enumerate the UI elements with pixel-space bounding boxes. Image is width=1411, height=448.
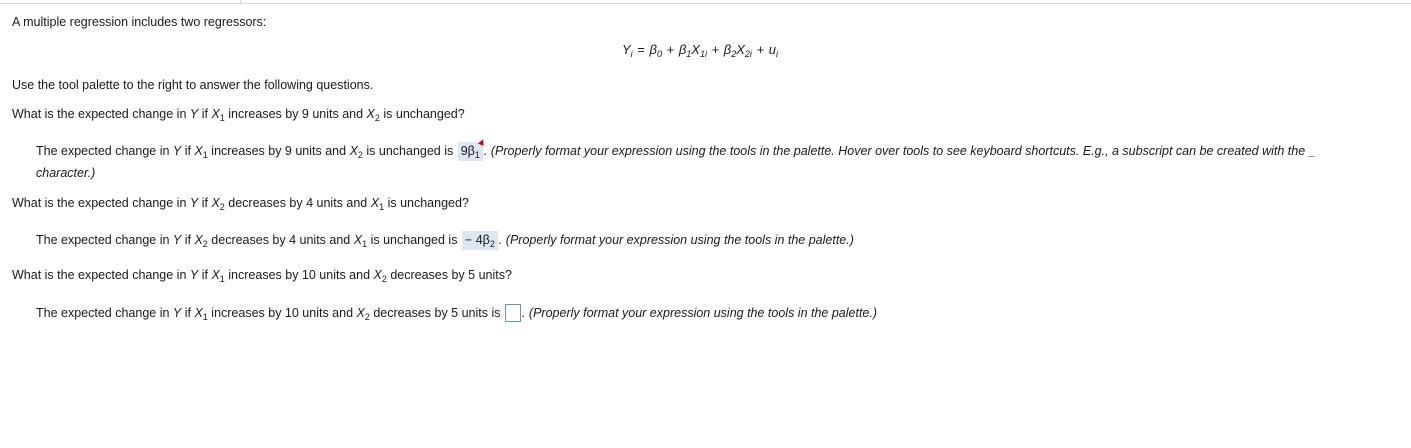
regression-equation: $Y_i = \beta_0 + \beta_1X_{1i} + \beta_2X_{2i} + u_i$ xyxy=(622,42,779,59)
answer-1-input[interactable]: $9\beta_1$ xyxy=(458,142,483,161)
answer-3-input[interactable] xyxy=(505,304,521,322)
top-divider-tick xyxy=(240,0,241,4)
answer-1-note-continued: character.) xyxy=(36,166,96,180)
answer-1-line: The expected change in Y if $X_1$ increases by 9 units and $X_2$ is unchanged is $9\beta_1$ . (Properly format your expression using the tools in the palette. Hover over tools to see keyboard shortcuts. E.g., a subscript can be created with the _ xyxy=(36,142,1316,161)
question-3: What is the expected change in Y if $X_1$ increases by 10 units and $X_2$ decreases by 5 units? xyxy=(12,268,512,284)
instruction-text: Use the tool palette to the right to answer the following questions. xyxy=(12,78,374,92)
answer-2-line: The expected change in Y if $X_2$ decreases by 4 units and $X_1$ is unchanged is − $4\beta_2$ . (Properly format your expression using the tools in the palette.) xyxy=(36,233,854,249)
question-1: What is the expected change in Y if $X_1$ increases by 9 units and $X_2$ is unchanged? xyxy=(12,107,465,123)
intro-text: A multiple regression includes two regressors: xyxy=(12,15,267,29)
question-2: What is the expected change in Y if $X_2$ decreases by 4 units and $X_1$ is unchanged? xyxy=(12,196,469,212)
answer-2-input[interactable]: − $4\beta_2$ xyxy=(462,231,498,250)
top-divider xyxy=(0,3,1411,4)
answer-3-line: The expected change in Y if $X_1$ increases by 10 units and $X_2$ decreases by 5 units is . (Properly format your expression using the tools in the palette.) xyxy=(36,306,878,322)
